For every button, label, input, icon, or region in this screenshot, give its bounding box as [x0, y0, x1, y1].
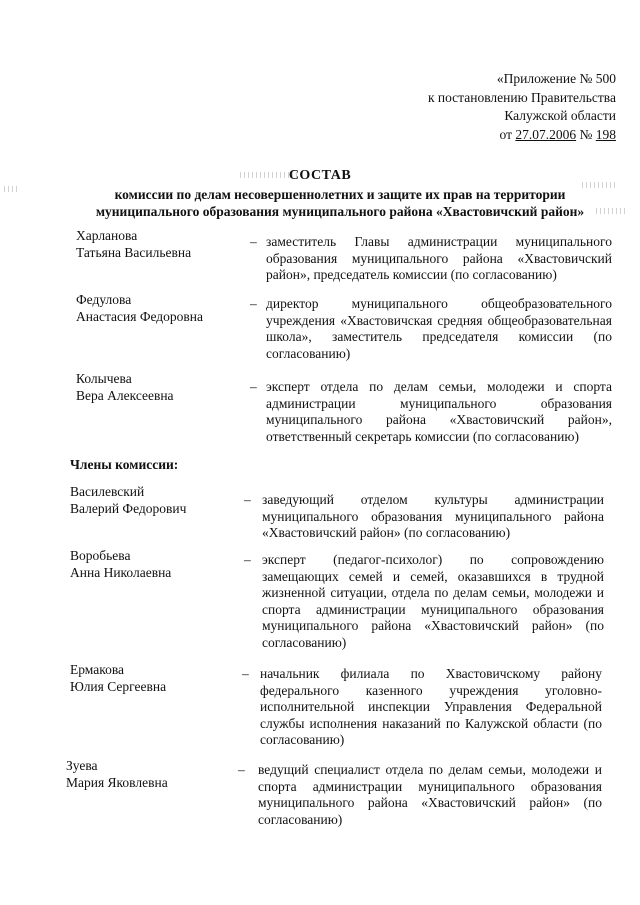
person-surname: Ермакова [70, 662, 125, 677]
person-description: начальник филиала по Хвастовичскому району федерального казенного учреждения уголовно-исполнительной инспекции Управления Федеральной службы исполнения наказаний по Калужской области (по согласованию) [260, 666, 602, 747]
dash-separator: – [250, 379, 257, 394]
dash-separator: – [238, 762, 245, 777]
scan-artifact [4, 186, 20, 192]
person-surname: Харланова [76, 228, 138, 243]
person-description: заведующий отделом культуры администрации муниципального образования муниципального района «Хвастовичский район» (по согласованию) [262, 492, 604, 540]
dash-separator: – [242, 666, 249, 681]
subtitle-line-2: муниципального образования муниципального района «Хвастовичский район» [95, 204, 585, 219]
person-given-name: Вера Алексеевна [76, 388, 174, 403]
dash-separator: – [250, 234, 257, 249]
person-surname: Федулова [76, 292, 132, 307]
appendix-number: 198 [595, 126, 616, 142]
document-subtitle [60, 186, 620, 220]
person-surname: Зуева [66, 758, 98, 773]
person-given-name: Анна Николаевна [70, 565, 172, 580]
person-description: ведущий специалист отдела по делам семьи, молодежи и спорта администрации муниципального образования муниципального района «Хвастовичский район» (по согласованию) [258, 762, 602, 827]
subtitle-line-1: комиссии по делам несовершеннолетних и защите их прав на территории [114, 187, 566, 202]
appendix-line-1: «Приложение № 500 [496, 71, 616, 86]
dash-separator: – [244, 492, 251, 507]
appendix-date-prefix: от [499, 126, 516, 142]
person-surname: Колычева [76, 371, 132, 386]
appendix-line-3: Калужской области [504, 108, 616, 123]
scan-artifact [596, 208, 626, 214]
person-given-name: Мария Яковлевна [66, 775, 168, 790]
person-description: эксперт (педагог-психолог) по сопровождению замещающих семей и семей, оказавшихся в трудной жизненной ситуации, отдела по делам семьи, молодежи и спорта администрации муниципального образования муниципального района «Хвастовичский район» (по согласованию) [262, 552, 604, 650]
appendix-date: 27.07.2006 [515, 126, 577, 142]
dash-separator: – [244, 552, 251, 567]
scan-artifact [240, 172, 300, 178]
appendix-header [356, 70, 616, 144]
scan-artifact [582, 182, 618, 188]
appendix-line-4 [356, 126, 616, 145]
appendix-number-prefix: № [576, 126, 596, 142]
person-description: директор муниципального общеобразовательного учреждения «Хвастовичская средняя общеобразовательная школа», заместитель председателя комиссии (по согласованию) [266, 296, 612, 361]
person-description: эксперт отдела по делам семьи, молодежи и спорта администрации муниципального образования муниципального района «Хвастовичский район», ответственный секретарь комиссии (по согласованию) [266, 379, 612, 444]
dash-separator: – [250, 296, 257, 311]
person-surname: Воробьева [70, 548, 131, 563]
members-heading: Члены комиссии: [70, 457, 179, 472]
appendix-line-2: к постановлению Правительства [427, 89, 616, 105]
person-given-name: Валерий Федорович [70, 501, 187, 516]
person-given-name: Татьяна Васильевна [76, 245, 192, 260]
person-given-name: Анастасия Федоровна [76, 309, 204, 324]
person-given-name: Юлия Сергеевна [70, 679, 167, 694]
person-surname: Василевский [70, 484, 145, 499]
document-title: СОСТАВ [288, 168, 352, 183]
person-description: заместитель Главы администрации муниципального образования муниципального района «Хвастовичский район», председатель комиссии (по согласованию) [266, 234, 612, 282]
